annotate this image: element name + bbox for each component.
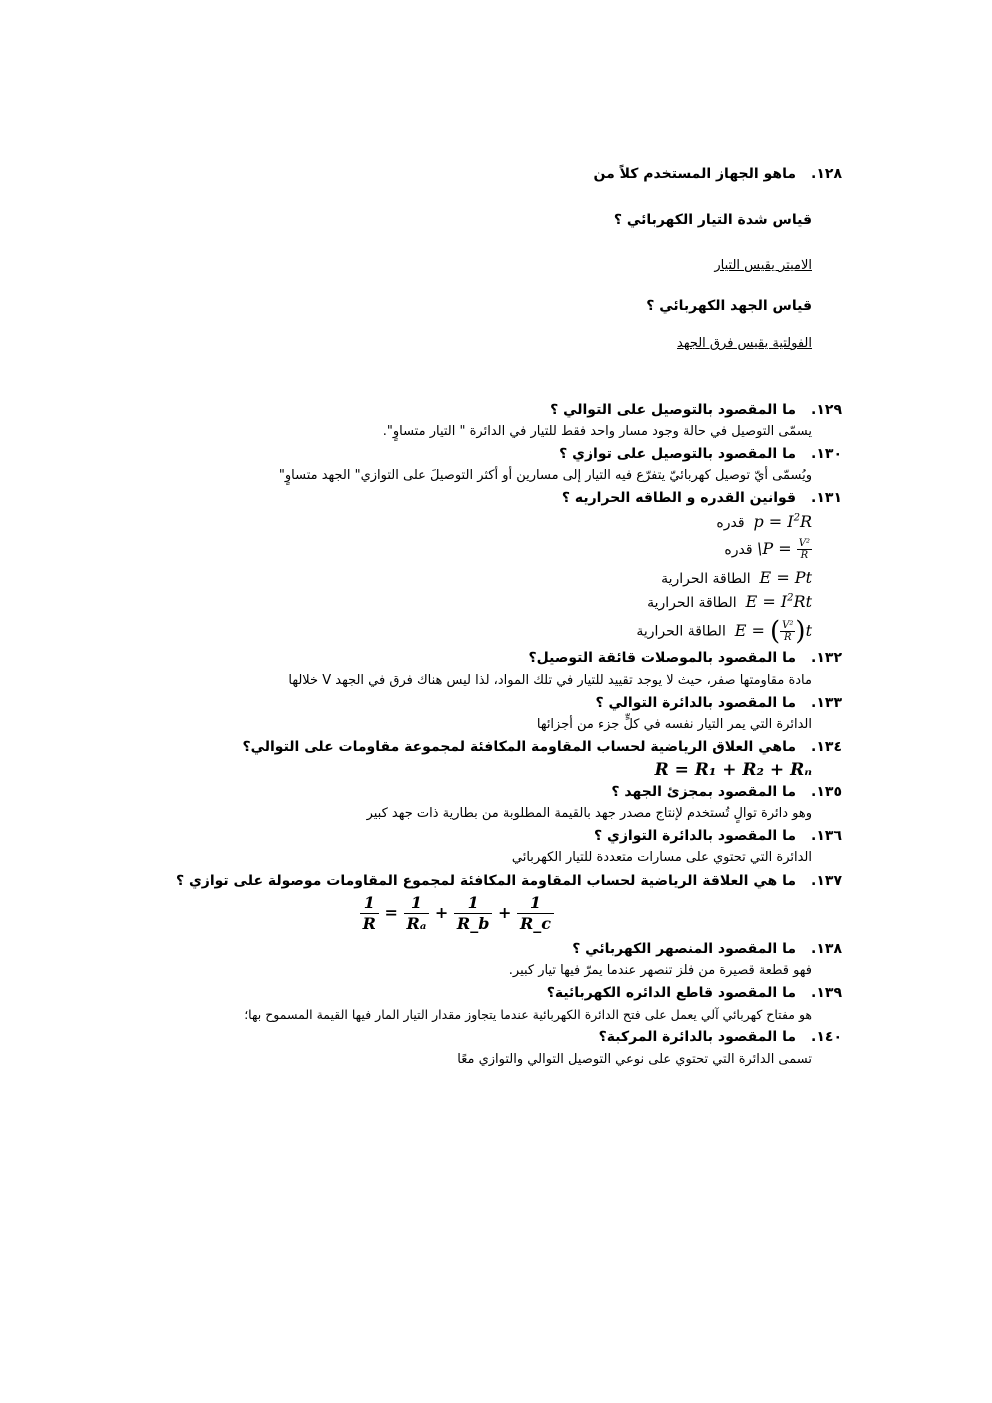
formula-heat-3: E = ( $\frac{\text{V²}}{R}$ )t الطاقة الحرارية — [636, 616, 812, 646]
question-text: ما هي العلاقة الرياضية لحساب المقاومة المكافئة لمجموع المقاومات موصولة على توازي ؟ — [175, 873, 796, 889]
question-number: ١٣٤. — [811, 739, 842, 755]
answer-voltmeter: الفولتية يقيس فرق الجهد — [677, 336, 812, 351]
answer-129: يسمّى التوصيل في حالة وجود مسار واحد فقط للتيار في الدائرة " التيار متساوٍ". — [382, 424, 812, 439]
question-135 — [611, 784, 842, 800]
question-text: ما المقصود المنصهر الكهربائي ؟ — [572, 941, 796, 957]
question-text: ماهي العلاق الرياضية لحساب المقاومة المكافئة لمجموعة مقاومات على التوالي؟ — [242, 739, 796, 755]
fraction-denominator: R — [362, 914, 376, 933]
fraction-numerator: V² — [798, 538, 810, 549]
formula-series — [655, 760, 812, 780]
answer-133: الدائرة التي يمر التيار نفسه في كلٍّ جزء من أجزائها — [536, 717, 812, 732]
question-text: ما المقصود قاطع الدائره الكهربائية؟ — [546, 985, 796, 1001]
question-number: ١٣٦. — [811, 828, 842, 844]
question-text: ما المقصود بمجزئ الجهد ؟ — [611, 784, 796, 800]
formula-label: الطاقة الحرارية — [636, 623, 726, 640]
fraction-b — [454, 893, 492, 934]
answer-135: وهو دائرة توالٍ تُستخدم لإنتاج مصدر جهد بالقيمة المطلوبة من بطارية ذات جهد كبير — [366, 806, 812, 821]
question-137 — [176, 873, 842, 889]
formula-exponent: 2 — [787, 592, 794, 604]
formula-label: الطاقة الحرارية — [661, 571, 751, 587]
fraction-numerator: V² — [782, 619, 794, 631]
question-number: ١٣٨. — [811, 941, 842, 957]
formula-power-1 — [716, 512, 812, 531]
formula-lhs: \P = — [757, 539, 792, 558]
fraction-numerator: 1 — [404, 893, 430, 914]
question-130 — [559, 446, 842, 462]
fraction-numerator: 1 — [517, 893, 554, 914]
formula-power-2 — [724, 538, 812, 561]
formula-lhs: p = I — [753, 512, 794, 531]
formula-label: قدره — [716, 515, 745, 531]
question-134 — [242, 739, 842, 755]
fraction-total — [360, 893, 379, 934]
question-number: ١٣٣. — [811, 695, 842, 711]
fraction-denominator: R_c — [519, 914, 551, 933]
formula-exponent: 2 — [793, 512, 800, 524]
answer-140: تسمى الدائرة التي تحتوي على نوعي التوصيل التوالي والتوازي معًا — [457, 1052, 812, 1067]
fraction — [797, 538, 812, 561]
fraction-numerator: 1 — [454, 893, 492, 914]
answer-ammeter: الاميتر يقيس التيار — [714, 258, 812, 273]
question-text: ماهو الجهاز المستخدم كلاً من — [593, 166, 796, 182]
question-number: ١٣٥. — [811, 784, 842, 800]
question-text: ما المقصود بالدائرة التوازي ؟ — [594, 828, 796, 844]
formula-expression: E = Pt — [759, 568, 812, 587]
question-text: ما المقصود بالموصلات قائقة التوصيل؟ — [528, 650, 796, 666]
formula-expression: R = R₁ + R₂ + Rₙ — [654, 760, 812, 780]
question-128 — [594, 166, 843, 182]
question-139 — [547, 985, 842, 1001]
question-text: ما المقصود بالتوصيل على توازي ؟ — [559, 446, 796, 462]
question-number: ١٣١. — [811, 490, 842, 506]
formula-label: قدره — [724, 542, 753, 558]
fraction — [780, 620, 795, 643]
answer-139: هو مفتاح كهربائي آلي يعمل على فتح الدائرة الكهربائية عندما يتجاوز مقدار التيار المار فيها القيمة المسموح بها؛ — [244, 1007, 812, 1022]
question-133 — [596, 695, 842, 711]
fraction-a — [404, 893, 430, 934]
fraction-c — [517, 893, 554, 934]
fraction-denominator: R — [800, 550, 809, 561]
question-text: ما المقصود بالدائرة المركبة؟ — [598, 1029, 796, 1045]
question-number: ١٣٢. — [811, 650, 842, 666]
question-129 — [550, 402, 842, 418]
question-132 — [528, 650, 842, 666]
sub-question-voltage: قياس الجهد الكهربائي ؟ — [646, 298, 812, 314]
formula-rhs: Rt — [793, 592, 812, 611]
question-text: ما المقصود بالدائرة التوالي ؟ — [595, 695, 796, 711]
fraction-denominator: R — [784, 631, 792, 643]
question-number: ١٣٧. — [811, 873, 842, 889]
question-number: ١٢٨. — [811, 166, 842, 182]
answer-138: فهو قطعة قصيرة من فلز تنصهر عندما يمرّ فيها تيار كبير. — [508, 963, 812, 978]
answer-136: الدائرة التي تحتوي على مسارات متعددة للتيار الكهربائي — [511, 850, 812, 865]
formula-label: الطاقة الحرارية — [647, 595, 737, 611]
question-131 — [562, 490, 842, 506]
question-number: ١٤٠. — [811, 1029, 842, 1045]
sub-question-current: قياس شدة التيار الكهربائي ؟ — [613, 212, 812, 228]
question-number: ١٣٩. — [811, 985, 842, 1001]
formula-lhs: E = — [734, 620, 765, 640]
formula-lhs: E = I — [745, 592, 788, 611]
question-text: قوانين القدره و الطاقه الحراريه ؟ — [561, 490, 796, 506]
answer-132: مادة مقاومتها صفر، حيث لا يوجد تقييد للتيار في تلك المواد، لذا ليس هناك فرق في الجهد V خلالها — [288, 673, 812, 688]
formula-parallel: $\frac{1}{R}$ = $\frac{1}{\text{Rₐ}}$ + $\frac{1}{R\_b}$ + $\frac{1}{R\_c}$ — [360, 893, 554, 934]
answer-130: ويُسمّى أيّ توصيل كهربائيّ يتفرّع فيه التيار إلى مسارين أو أكثر التوصيلَ على التوازي" الجهد متساوٍ" — [278, 468, 812, 483]
fraction-denominator: Rₐ — [406, 914, 427, 933]
question-number: ١٢٩. — [811, 402, 842, 418]
formula-rhs: t — [805, 620, 812, 640]
formula-rhs: R — [799, 512, 812, 531]
question-number: ١٣٠. — [811, 446, 842, 462]
question-136 — [594, 828, 842, 844]
fraction-denominator: R_b — [456, 914, 490, 933]
formula-heat-1 — [661, 568, 812, 587]
question-140 — [599, 1029, 842, 1045]
question-138 — [572, 941, 842, 957]
question-text: ما المقصود بالتوصيل على التوالي ؟ — [550, 402, 796, 418]
fraction-numerator: 1 — [360, 893, 379, 914]
formula-heat-2 — [647, 592, 812, 611]
